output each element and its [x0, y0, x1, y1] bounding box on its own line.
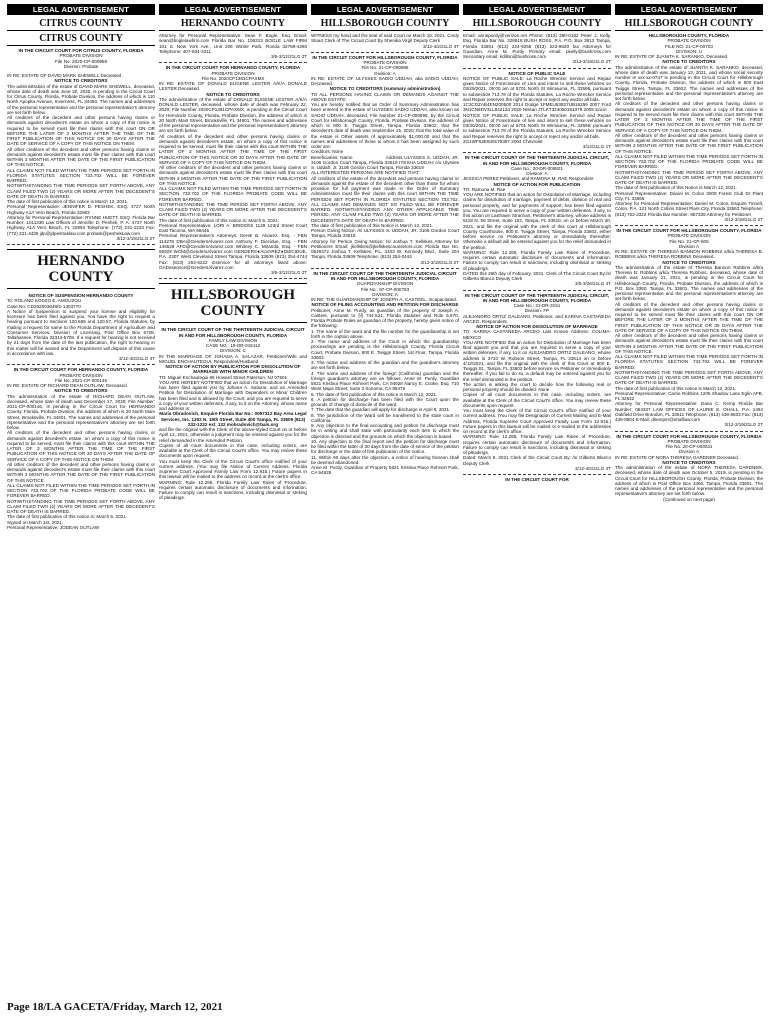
notice-separator	[463, 474, 611, 475]
county-heading: HILLSBOROUGH COUNTY	[463, 18, 611, 31]
notice-text: 3/12-3/19/21LG 2T	[116, 235, 155, 241]
notice-separator	[615, 225, 763, 226]
notice-text: 11. Within 90 days after the objection, a notice of hearing thereon shall be deemed abandoned.	[311, 454, 461, 465]
notice-text: DATED this 26th day of February, 2021. Clerk of The Circuit Court By:/s/ Gilberto Blanco Deputy Clerk	[463, 270, 613, 281]
notice-text: Maria Obradovich, Esquire Florida Bar No.: 0097312 Bay Area Legal Services, Inc. 1302 N. 19th Street, Suite 400 Tampa, FL 33605 (813) 232-1222 ext. 132 mobradovich@bals.org	[159, 411, 308, 427]
notice-text: IN RE: THE GUARDIANSHIP OF JOSEPH A. CASTEEL, Incapacitated.	[311, 297, 458, 302]
notice-text: IN RE: ESTATE OF RICHARD DEAN OUTLAW, Deceased.	[7, 383, 128, 388]
notice-text: Division: A	[526, 171, 548, 176]
notice-heading: NOTICE OF ACTION BY PUBLICATION FOR DISSOLUTION OF MARRIAGE WITH MINOR CHILDREN	[165, 364, 302, 375]
notice-text: IN RE: ESTATE OF ULYSSES SADIO UDDAH, aka SADIO UDDAH, Deceased.	[311, 75, 461, 86]
notice-text: All creditors of the decedent and other persons having claims or demands against decedent's estate on whom a copy of this notice is required to be served must file their claims with this court ON OR BEFORE THE LATER OF 3 MONTHS AFTER THE TIME OF THE FIRST PUBLICATION OF THIS NOTICE OR 30 DAYS AFTER THE DATE OF SERVICE OF A COPY OF THIS NOTICE ON THEM.	[7, 115, 157, 147]
notice-text: CASE NO.: 19-DR-016112	[205, 343, 261, 348]
notice-heading: NOTICE OF SUSPENSION HERNANDO COUNTY	[28, 293, 134, 298]
notice-text: IN RE: ESTATE OF NORA THERESA GARDNER Deceased.	[615, 454, 740, 460]
notice-separator	[463, 152, 611, 153]
notice-text: PROBATE DIVISION	[667, 438, 711, 444]
notice-text: Personal Representative: LORI A. BRIDGES 1129 123rd Street Court East Tacoma, WA 98445	[159, 222, 309, 233]
notice-text: The administration of the estate of Theresa Bannon Robbins a/k/a Theresa B. Robbins a/k/a Theresa Robbins, deceased, whose date of death was January 21, 2021, is pending in the Circuit Court for Hillsborough County, Florida, Probate Division, the address of which is P.O. Box 3360, Tampa, FL 33601. The names and addresses of the personal representative and the personal representative's attorney are set forth below.	[615, 264, 765, 302]
notice-text: The administration of the estate of RICHARD DEAN OUTLAW, deceased, whose date of death was December 17, 2020; File Number: 2021-CP-000146, is pending in the Circuit Court for HERNANDO County, Florida, Probate Division, the address of which is 20 North Main Street, Brooksville, FL 34601. The names and addresses of the personal representative and the personal representative's attorney are set forth below.	[7, 393, 157, 430]
notice-text: and file the original with the Clerk of the above-styled Court on or before April 12, 2021, otherwise a judgment may be entered against you for the relief demanded in the Amended Petition.	[159, 427, 309, 443]
notice-separator	[7, 244, 155, 245]
notice-text: 3/12-3/19/21LG 2T	[420, 259, 459, 265]
notice-text: Personal Representative: JODEAN OUTLAW	[7, 524, 100, 530]
notice-text: 3/5-3/12/21LG 2T	[270, 54, 307, 59]
notice-text: All creditors of the decedent and other persons having claims or demands against decedent's estate on whom a copy of this notice is required to be served must file their claims with this court WITHIN THE LATER OF 3 MONTHS AFTER THE TIME OF THE FIRST PUBLICATION OF THIS NOTICE OR 30 DAYS AFTER THE DATE OF SERVICE OF A COPY OF THIS NOTICE ON THEM.	[615, 101, 765, 133]
notice-text: Beneficiaries: Name Address ULYSSES S. UDDAH, JR. 3106 Gordon Court Tampa, Florida 33619 IYESHA UDDAH c/o Ulysses S. Uddah, Jr. 3106 Gordon Court Tampa, Florida 33619	[311, 154, 461, 170]
notice-text: NOTICE OF PUBLIC SALE: La Roche Wrecker Service and Repair gives Notice of Foreclosure of Lien and intent to sell these vehicles on 03/29/2021, 09:00 am at 5701 North St Wimauma, FL 33598, pursuant to subsection 713.78 of the Florida Statutes. La Roche Wrecker Service and Repair reserves the right to accept or reject any and/or all bids.	[463, 75, 613, 102]
notice-text: The date of first publication of this notice is: March 5, 2021.	[159, 217, 280, 223]
notice-text: Dated: March 9, 2021 Clerk of the Circuit Court By: /s/ Gilberto Blanco Deputy Clerk	[463, 455, 613, 466]
notice-text: PROBATE DIVISION	[667, 233, 711, 239]
notice-text: Division A	[678, 243, 700, 249]
notice-text: NOTWITHSTANDING THE TIME PERIOD SET FORTH ABOVE, ANY CLAIM FILED TWO (2) YEARS OR MORE AFTER THE DECEDENT'S DATE OF DEATH IS BARRED.	[159, 201, 309, 218]
column-5	[615, 4, 763, 994]
notice-heading: IN THE CIRCUIT COURT OF THE THIRTEENTH JUDICIAL CIRCUIT IN AND FOR HILLSBOROUGH COUNTY, FLORIDA	[161, 327, 306, 338]
notice-text: You must keep the Clerk of the Circuit Court's office notified of your current address. (You may file Notice of Current Address, Florida Supreme Court Approved Family Law Form 12.915.) Future papers in this lawsuit will be mailed to the address on record at the clerk's office.	[159, 458, 309, 480]
notice-text: To: ROLAND KODZO E. AMOUZOU	[7, 298, 82, 304]
notice-text: Personal Representative: Carrie Robbins 1205 Shadow Lane Eglin AFB, FL 32542	[615, 390, 765, 401]
page-footer: Page 18/LA GACETA/Friday, March 12, 2021	[7, 1001, 223, 1013]
notice-text: TO: Miguel Enchautegui 65 Howard Street Paterson, NJ 07501	[159, 374, 288, 380]
notice-text: 3/12-4/2/21LG 4T	[574, 465, 611, 471]
notice-heading: IN THE CIRCUIT COURT OF THE THIRTEENTH JUDICIAL CIRCUIT, IN AND FOR HILLSBOROUGH COUNTY, FLORIDA	[464, 292, 611, 303]
county-heading: HILLSBOROUGH COUNTY	[615, 18, 763, 31]
notice-text: All other creditors of the decedent and other persons having claims or demands against decedent's estate must file their claims with this court WITHIN 3 MONTHS AFTER THE DATE OF THE FIRST PUBLICATION OF THIS NOTICE.	[615, 132, 765, 154]
notice-separator	[7, 364, 155, 365]
notice-text: NOTWITHSTANDING THE TIME PERIODS SET FORTH ABOVE, ANY CLAIM FILED TWO (2) YEARS OR MORE AFTER THE DECEDENT'S DATE OF DEATH IS BARRED.	[7, 183, 157, 199]
notice-text: Signed on March 1st, 2021.	[7, 519, 64, 525]
notice-text: The administration of the estate of DAVID MARK SHEWELL, deceased, whose date of death was June 30, 2020, is pending in the Circuit Court for Citrus County, Florida, Probate Division, the address of which is 110 North Apopka Avenue, Inverness, FL 34450. The names and addresses of the personal representative and the personal representative's attorney are set forth below.	[7, 83, 157, 115]
county-heading: CITRUS COUNTY	[7, 33, 155, 46]
notice-text: Petitioner, Anne M. Purdy, as guardian of the property of Joseph A. Casteel, pursuant to §§ 744.524, Florida Statutes and Rule 5.670, Florida Probate Rules as guardian of the property, hereby gives notice of the following:	[311, 307, 461, 329]
notice-heading: NOTICE TO CREDITORS	[206, 91, 260, 97]
notice-text: You are hereby notified that an Order of Summary Administration has been entered in the estate of ULYSSES SADIO UDDAH, also known as SADIO UDDAH, deceased, File Number 21-CP-000695, by the Circuit Court for Hillsborough County, Florida, Probate Division, the address of which is 800 E. Twiggs Street, Tampa, Florida 33602; that the decedent's date of death was September 15, 2020; that the total value of the estate is Other assets of approximately $1,000.00 and that the names and addresses of those to whom it has been assigned by such order are:	[311, 102, 461, 149]
notice-text: PROBATE DIVISION	[363, 60, 407, 65]
notice-text: PROBATE DIVISION	[59, 372, 103, 378]
notice-text: File No. 21-CP-606	[669, 238, 709, 244]
notice-text: Attorney for Personal Representative: Dana C. Kemp Florida Bar Number: 064337 LAW OFFICES OF LAURIE E. OHALL, P.A. 1464 Oakfield Drive Brandon, FL 33511 Telephone: (813) 438-8503 Fax: (813) 438-8504 E-Mail: dkemper@ohalllaw.com	[615, 401, 765, 422]
notice-text: Division: FP	[524, 308, 550, 314]
notice-text: 1C3CDZAB4EN200500 2014 Dodge 1FMEU63827UB16256 2007 Ford 3N1CN8DV3LL842134 2020 Nissan JTLKT324050181379 2005 Scion	[463, 102, 613, 113]
notice-text: YOU ARE NOTIFIED that an action for Dissolution of Marriage, including claims for dissolution of marriage, payment of debts, division of real and personal property, and for payments of support, has been filed against you. You are required to serve a copy of your written defenses, if any, to this action on LaShawn Strachan, Petitioner's attorney, whose address is 5118 N. 56 Street, Suite 102, Tampa, FL 33610, on or before March 30, 2021, and file the original with the clerk of this court at Hillsborough County Courthouse, 800 E. Twiggs Street, Tampa, Florida 33602, either before service on Petitioner's attorney or immediately thereafter; otherwise a default will be entered against you for the relief demanded in the petition.	[463, 192, 613, 250]
column-1	[7, 4, 155, 994]
notice-text: WITNESS my hand and the seal of said Court on March 10, 2021. Cindy Stuart Clerk of The Circuit Court By Shenika Virgil Deputy Clerk	[311, 33, 461, 44]
notice-text: A Notice of Suspension to suspend your license and eligibility for licensure has been filed against you. You have the right to request a hearing pursuant to Sections 120.569 and 120.57, Florida Statutes, by mailing a request for same to the Florida Department of Agriculture and Consumer Services, Division of Licensing, Post Office Box 5708, Tallahassee, Florida 32314-5708. If a request for hearing is not received by 21 days from the date of the last publication, the right to hearing in this matter will be waived and the Department will dispose of this cause in accordance with law.	[7, 308, 157, 356]
notice-separator	[159, 62, 307, 63]
notice-heading: IN THE CIRCUIT COURT FOR HERNANDO COUNTY, FLORIDA	[165, 65, 301, 71]
county-heading: HILLSBOROUGH COUNTY	[311, 18, 459, 31]
notice-text: All creditors of the decedent and other persons having claims or demands against decedent's estate on whom a copy of this notice is required to be served must file their claims with this court ON OR BEFORE THE LATER OF 3 MONTHS AFTER THE TIME OF THE FIRST PUBLICATION OF THIS NOTICE OR 30 DAYS AFTER THE DATE OF SERVICE OF A COPY OF THIS NOTICE ON THEM.	[615, 301, 765, 333]
notice-separator	[311, 52, 459, 53]
notice-heading: NOTICE OF PUBLIC SALE	[508, 70, 566, 76]
notice-heading: NOTICE OF FILING ACCOUNTING AND PETITION FOR DISCHARGE	[311, 302, 459, 308]
notice-text: GUARDIANSHIP DIVISION	[356, 281, 414, 287]
notice-text: YOU ARE NOTIFIED that an action for Dissolution of Marriage has been filed against you and that you are required to serve a copy of your written defenses, if any, to it on ALEJANDRO ORTIZ GALEANO, whose address is 3710 W. Robson Street, Tampa, FL 33614 on or before 4/12/2021, and file the original with the clerk of this Court at 800 E. Twiggs St., Tampa, FL 33602 before service on Petitioner or immediately thereafter. If you fail to do so, a default may be entered against you for the relief demanded in the petition.	[463, 339, 613, 382]
notice-separator	[311, 268, 459, 269]
notice-text: File No. 2020-CP-000958	[54, 58, 108, 64]
notice-text: The date of first publication of this notice is: March 5, 2021.	[7, 514, 128, 520]
notice-text: Division: A	[374, 70, 396, 76]
notice-text: Personal Representative: Daniel M. Colon 3009 Forest Club Dr Plant City, FL 33566	[615, 190, 765, 201]
notice-text: 3. The name and address of the guardian and the guardian's attorney are set forth below.	[311, 360, 461, 371]
notice-text: ALL CLAIMS NOT FILED WITHIN THE TIME PERIODS SET FORTH IN SECTION 733.702 OF THE FLORIDA PROBATE CODE WILL BE FOREVER BARRED.	[159, 186, 309, 202]
notice-heading: NOTICE TO CREDITORS (summary administration)	[329, 86, 441, 92]
notice-heading: NOTICE OF ACTION FOR DISSOLUTION OF MARRIAGE	[476, 324, 598, 329]
notice-heading: NOTICE TO CREDITORS	[54, 388, 108, 394]
column-header: LEGAL ADVERTISEMENT	[159, 4, 307, 15]
notice-text: All other creditors of the decedent and other persons having claims or demands against decedent's estate must file their claims with this court WITHIN 3 MONTHS AFTER THE DATE OF THE FIRST PUBLICATION OF THIS NOTICE.	[7, 461, 157, 483]
notice-text: Case No: CD202003648/D 1403770	[7, 303, 81, 309]
notice-heading: IN THE CIRCUIT COURT FOR HILLSBOROUGH COUNTY, FLORIDA	[312, 54, 458, 60]
notice-heading: IN THE CIRCUIT COURT OF THE THIRTEENTH JUDICIAL CIRCUIT IN AND FOR HILLSBOROUGH COUNTY, FLORIDA	[313, 270, 458, 281]
notice-text: All other creditors of the decedent and other persons having claims or demands against decedent's estate must file their claims with this court WITHIN 3 MONTHS AFTER THE DATE OF THE FIRST PUBLICATION OF THIS NOTICE.	[615, 333, 765, 354]
notice-text: File No. 2020CP1381CPAXMX	[201, 75, 265, 81]
notice-text: The administration of the estate of NORA THERESA GARDNER, deceased, whose date of death was October 5, 2019, is pending in the Circuit Court for HILLSBOROUGH County, Florida, Probate Division, the address of which is Post Office Box 3360, Tampa, Florida 33601. The names and addresses of the personal representative and the personal representative's attorney are set forth below.	[615, 465, 765, 497]
notice-text: 7. The date that the guardian will apply for discharge is April 8, 2021.	[311, 407, 451, 413]
column-2	[159, 4, 310, 994]
notice-text: 3/5-3/26/21LG 4T	[574, 281, 611, 287]
notice-text: All other creditors of the decedent and other persons having claims or demands against decedent's estate must file their claims with this court WITHIN 3 MONTHS AFTER THE DATE OF THE FIRST PUBLICATION OF THIS NOTICE.	[159, 165, 309, 186]
notice-text: Attorney for Personal Representative: Daniel M. Colon, Esquire Tinnell, Colon, P.A. 121 North Collins Street Plant City, Florida 33563 Telephone: (813) 752-3322 Florida Bar Number: 857335 Attorney for Petitioner	[615, 201, 765, 217]
notice-text: 1. The name of the ward and the file number for the guardianship is set forth in the caption above.	[311, 328, 461, 339]
notice-text: DIVISION: C	[219, 348, 247, 354]
notice-text: FILE NO. 21-CP-00703	[665, 43, 713, 49]
notice-text: Attorney for Person Giving Notice: /s/ Joshua T. Kellskes Attorney for Petitioners Email: jkellskes@jkellskescounselors.com Florida Bar No. 0548472 Joshua T. Kellskes, P.L. 3333 W. Kennedy Blvd., Suite 204 Tampa, Florida 33609 Telephone: (813) 254-0444	[311, 238, 461, 260]
notice-text: The action is asking the court to decide how the following real or personal property should be divided: None	[463, 381, 613, 392]
notice-text: All creditors of the decedent and other persons having claims or demands against decedent's estate, on whom a copy of this notice is required to be served, must file their claims with this court WITHIN THE LATER OF 3 MONTHS AFTER THE TIME OF THE FIRST PUBLICATION OF THIS NOTICE OR 30 DAYS AFTER THE DATE OF SERVICE OF A COPY OF THIS NOTICE ON THEM.	[159, 133, 309, 165]
notice-heading: IN THE CIRCUIT COURT OF THE THIRTEENTH JUDICIAL CIRCUIT, IN AND FOR HILLSBOROUGH COUNTY, FLORIDA	[464, 155, 611, 166]
notice-text: IN RE: ESTATE OF THERESA BANNON ROBBINS a/k/a THERESA B. ROBBINS a/k/a THERESA ROBBINS Deceased.	[615, 249, 765, 260]
column-4	[463, 4, 611, 994]
county-banner: HILLSBOROUGH COUNTY	[159, 283, 307, 323]
notice-text: The date of first publication of this Notice is March 12, 2021.	[311, 222, 434, 228]
notice-text: WARNING: Rule 12.285, Florida Family Law Rules of Procedure, requires certain automatic disclosure of documents and information. Failure to comply can result in sanctions, including dismissal or striking of pleadings.	[159, 479, 309, 501]
notice-text: 3/12-4/2/21LG 4T	[422, 43, 459, 49]
notice-text: 2G1WF52E849178367 2004 Chevrolet	[463, 138, 543, 144]
notice-text: JESSICA PEREZ Petitioner, and RAMONA M. RAE Respondent	[463, 176, 594, 182]
notice-text: Attorney for Personal Representative: Sean F. Bogle, Esq. Email: sean@boglelawfirm.com Florida Bar No. 106313 BOGLE LAW FIRM 101 S. New York Ave., Unit 205 Winter Park, Florida 32789-4290 Telephone: 407-834-3311	[159, 33, 309, 54]
column-header: LEGAL ADVERTISEMENT	[311, 4, 459, 15]
notice-text: WARNING: Rule 12.285, Florida Family Law Rules of Procedure, requires certain automatic disclosure of documents and information. Failure to comply can result in sanctions, including dismissal or striking of pleadings.	[463, 249, 613, 271]
notice-text: TO: Ramona M. Rae	[463, 186, 506, 192]
notice-text: IN THE MARRIAGE OF JOHANA A. SALAZAR, Petitioner/Wife and MIGUEL ENCHAUTEGUI, Respondent/Husband.	[159, 353, 309, 364]
notice-text: ALL CLAIMS NOT FILED WITHIN THE TIME PERIODS SET FORTH IN SECTION 733.702 OF THE FLORIDA PROBATE CODE WILL BE FOREVER BARRED.	[615, 153, 765, 170]
notice-text: IN RE: ESTATE OF DONALD EUGENE LESTER A/K/A DONALD LESTER Deceased.	[159, 81, 309, 92]
notice-text: Anne M. Purdy, Guardian of Property 5821 Kristina Place Rohnert Park, CA 94928	[311, 465, 461, 476]
notice-text: (Continued on next page)	[663, 496, 715, 502]
notice-heading: NOTICE TO CREDITORS	[662, 459, 716, 465]
notice-text: ALL CLAIMS NOT FILED WITHIN THE TIME PERIODS SET FORTH IN SECTION 733.702 OF THE FLORIDA PROBATE CODE WILL BE FOREVER BARRED.	[7, 482, 157, 499]
notice-separator	[463, 68, 611, 69]
notice-text: Attorney for Personal Representative: RYNNE HUETT, ESQ. Florida Bar Number: 1011330 Law Offices of Jennifer D. Peshek, P. A. 4727 North Highway A1A Vero Beach, FL 32963 Telephone: (772) 231-1233 Fax: (772) 231-4435 jdp@jdpeshaklaw.com probate@peshekLaw.com	[7, 214, 157, 236]
notice-heading: NOTICE OF ACTION FOR PUBLICATION	[493, 181, 581, 187]
notice-heading: IN THE CIRCUIT COURT FOR HILLSBOROUGH COUNTY, FLORIDA	[616, 228, 762, 233]
notice-text: The administration of the estate of DONALD EUGENE LESTER A/K/A DONALD LESTER, deceased, whose date of death was February 22, 2020; File Number 2020CP1381CPAXMX, is pending in the Circuit Court for Hernando County, Florida, Probate Division, the address of which is 20 North Main Street, Brooksville, FL 34601. The names and addresses of the personal representative and the personal representative's attorney are set forth below.	[159, 96, 309, 134]
column-header: LEGAL ADVERTISEMENT	[615, 4, 763, 15]
notice-heading: NOTICE TO CREDITORS	[662, 259, 716, 265]
notice-text: Email: annepurdy@verizon.net Phone: (813) 390-0162 Peter J. Kelly, Esq. Florida Bar No. 328618 BUSH ROSS, P.A. P.O. Box 3913 Tampa, Florida 33601 (813) 224-9255 (813) 223-9620 fax Attorneys for Guardian, Anne M. Purdy Primary email: pkelly@bushross.com Secondary email: kdillon@bushross.com	[463, 33, 613, 59]
notice-heading: NOTICE TO CREDITORS	[54, 78, 108, 84]
notice-text: NOTWITHSTANDING THE TIME PERIODS SET FORTH ABOVE, ANY CLAIM FILED TWO (2) YEARS OR MORE AFTER THE DECEDENT'S DATE OF DEATH IS BARRED.	[615, 369, 765, 386]
notice-heading: IN THE CIRCUIT COURT FOR CITRUS COUNTY, FLORIDA	[18, 48, 144, 53]
page-columns	[7, 4, 763, 994]
notice-text: IN RE: ESTATE OF DAVID MARK SHEWELL Deceased.	[7, 73, 123, 78]
notice-text: 3/12-4/2/21LG 4T	[118, 356, 155, 361]
notice-text: The date of first publication of this notice is March 12, 2021.	[7, 199, 129, 204]
notice-text: DIVISION: U	[675, 48, 703, 54]
notice-text: File No. 21-CP-000695	[361, 65, 409, 71]
notice-heading: IN THE CIRCUIT COURT FOR HERNANDO COUNTY, FLORIDA	[13, 367, 149, 373]
column-3	[311, 4, 459, 994]
county-heading: CITRUS COUNTY	[7, 18, 155, 31]
notice-text: File No. 20-CP-003031	[665, 444, 713, 449]
notice-text: Case No.: 20-DR-005821	[511, 165, 563, 171]
notice-heading: HILLSBOROUGH COUNTY, FLORIDA	[648, 33, 730, 38]
county-heading: HERNANDO COUNTY	[159, 18, 307, 31]
notice-text: NOTWITHSTANDING THE TIME PERIODS SET FORTH ABOVE, ANY CLAIM FILED TWO (2) YEARS OR MORE AFTER THE DECEDENT'S DATE OF DEATH IS BARRED.	[7, 498, 157, 514]
notice-text: PROBATE DIVISION	[211, 70, 255, 76]
notice-text: ALL CLAIMS NOT FILED WITHIN THE TIME PERIODS SET FORTH IN FLORIDA STATUTES SECTION 733.702 WILL BE FOREVER BARRED.	[615, 354, 765, 370]
column-header: LEGAL ADVERTISEMENT	[463, 4, 611, 15]
notice-text: File No.: 97-CP-000783	[360, 286, 410, 292]
notice-text: 4. The name and address of the foreign (California) guardian and the foreign guardian's attorney are as follows: Anne M. Purdy, Guardian 5821 Kristina Place Rohnert Park, CA 94928 Nancy E. Cooke, Esq. 710 West Napa Street, Suite 3 Sonoma, CA 95476	[311, 370, 461, 392]
notice-text: PROBATE DIVISION	[667, 38, 711, 44]
notice-heading: IN THE CIRCUIT COURT FOR	[505, 477, 569, 482]
notice-separator	[463, 290, 611, 291]
notice-text: Copies of all court documents in this case, including orders, are available at the Clerk of the Circuit Court's office. You may review these documents upon request.	[463, 392, 613, 408]
notice-text: 3/12/21LG 1T	[582, 144, 611, 149]
notice-text: 9. Any objection to the final accounting and petition for discharge must be in writing and shall state with particularity each item to which the objection is directed and the grounds on which the objection is based.	[311, 423, 461, 439]
notice-text: Person Giving Notice: /s/ ULYSSES S. UDDAH, JR. 3106 Gordon Court Tampa, Florida 33619	[311, 228, 461, 239]
county-banner: HERNANDO COUNTY	[7, 249, 155, 289]
notice-text: All creditors of the decedent and other persons having claims or demands against decedent's estate, on whom a copy of this notice is required to be served, must file their claims with this court WITHIN THE LATER OF 3 MONTHS AFTER THE TIME OF THE FIRST PUBLICATION OF THIS NOTICE OR 30 DAYS AFTER THE DATE OF SERVICE OF A COPY OF THIS NOTICE ON THEM.	[7, 430, 157, 462]
notice-text: DIVISION: A	[372, 291, 398, 297]
column-header: LEGAL ADVERTISEMENT	[7, 4, 155, 15]
notice-text: 3/12-3/19/21LG 2T	[724, 216, 763, 222]
notice-text: 3/12-3/19/21LG 2T	[572, 59, 611, 65]
notice-text: WARNING: Rule 12.285, Florida Family Law Rules of Procedure, requires certain automatic disclosure of documents and information. Failure to comply can result in sanctions, including dismissal or striking of pleadings.	[463, 434, 613, 455]
notice-text: IN RE: ESTATE OF JUANITA K. SARANKO, Deceased.	[615, 54, 729, 59]
notice-text: 3/12-3/19/21LG 2T	[724, 422, 763, 428]
notice-text: You must keep the Clerk of the Circuit Court's office notified of your current address. (You may file Designation of Current Mailing and E-Mail Address, Florida Supreme Court Approved Family Law Form 12.915.) Future papers in this lawsuit will be mailed or e-mailed to the addresses on record at the clerk's office.	[463, 408, 613, 434]
notice-heading: IN THE CIRCUIT COURT FOR HILLSBOROUGH COUNTY, FLORIDA	[616, 433, 762, 439]
notice-text: The date of first publication of this notice is March 12, 2021.	[615, 385, 737, 391]
notice-text: YOU ARE HEREBY NOTIFIED that an action for Dissolution of Marriage has been filed against you by Johana A. Salazar, and an Amended Petition for Dissolution of Marriage with Dependent or Minor Children has been filed and is allowed by the Court, and you are required to serve a copy of your written defenses, if any, to it on the Attorney, whose name and address is:	[159, 379, 309, 411]
notice-text: 5. The date of first publication of this notice is March 12, 2021.	[311, 391, 438, 397]
notice-text: PROBATE DIVISION	[59, 53, 103, 59]
notice-text: TO ALL PERSONS HAVING CLAIMS OR DEMANDS AGAINST THE ABOVE ESTATE:	[311, 91, 461, 102]
notice-text: The date of first publication of this Notice is March 12, 2021.	[615, 185, 738, 191]
notice-text: NOTWITHSTANDING THE TIME PERIOD SET FORTH ABOVE, ANY CLAIM FILED TWO (2) YEARS OR MORE AFTER THE DECEDENT'S DATE OF DEATH IS BARRED.	[615, 169, 765, 185]
notice-text: TO: KARINA CASTAÑEDA ARCEO Last Known Address: COLIMA-MEXICO	[463, 329, 611, 340]
notice-text: 6. A petition for discharge has been filed with the Court upon the grounds of change of domicile of the ward.	[311, 396, 461, 407]
notice-text: 2. The name and address of the Court in which the guardianship proceedings are pending is the Hillsborough County, Florida Circuit Court, Probate Division, 800 E. Twiggs Street, 1st Floor, Tampa, Florida 33602.	[311, 339, 461, 360]
notice-text: Personal Representative's Attorneys: Derek B. Alvarez, Esq. - FBN 114278 DBA@GendersAlvarez.com Anthony F. Diecidue, Esq. - FBN 146528 AFD@GendersAlvarez.com Whitney C. Miranda, Esq. - FBN 65928 WCM@GendersAlvarez.com GENDERS♦ALVAREZ♦DIECIDUE, P.A. 2307 West Cleveland Street Tampa, Florida 33609 (813) 254-4744 Fax: (813) 254-5222 Eservice for all attorneys listed above: GADeservice@GendersAlvarez.com	[159, 233, 310, 270]
notice-text: Copies of all court documents in this case, including orders, are available at the Clerk of the Circuit Court's office. You may review these documents upon request.	[159, 442, 309, 459]
notice-text: 10. Any objection to the final report and the petition for discharge must be filed within the latter of 30 days from the date of service of the petition for discharge or the date of first publication of the notice.	[311, 438, 461, 455]
notice-text: 8. The jurisdiction of the Ward will be transferred to the state court in California.	[311, 412, 461, 423]
notice-text: Division: Probate	[63, 63, 99, 69]
notice-text: 3/5-3/12/21LG 2T	[270, 270, 307, 275]
notice-text: Creditors: None	[311, 149, 344, 155]
notice-separator	[615, 431, 763, 432]
notice-heading: NOTICE TO CREDITORS	[662, 59, 716, 65]
notice-separator	[159, 278, 307, 279]
notice-text: All creditors of the estate of the decedent and persons having claims or demands against the estate of the decedent other than those for whom provision for full payment was made in the Order of Summary Administration must file their claims with this court WITHIN THE TIME PERIODS SET FORTH IN FLORIDA STATUTES SECTION 733.702. ALL CLAIMS AND DEMANDS NOT SO FILED WILL BE FOREVER BARRED. NOTWITHSTANDING ANY OTHER APPLICABLE TIME PERIOD, ANY CLAIM FILED TWO (2) YEARS OR MORE AFTER THE DECEDENT'S DATE OF DEATH IS BARRED.	[311, 175, 461, 223]
notice-text: File No. 2021-CP-000146	[54, 377, 108, 383]
notice-text: All other creditors of the decedent and other persons having claims or demands against decedent's estate must file their claims with this court WITHIN 3 MONTHS AFTER THE DATE OF THE FIRST PUBLICATION OF THIS NOTICE.	[7, 146, 157, 168]
notice-text: Case No.: 21-DR-3151	[513, 303, 561, 308]
notice-text: NOTICE OF PUBLIC SALE: La Roche Wrecker Service and Repair gives Notice of Foreclosure of lien and intent to sell these vehicles on 03/30/2021, 09:00 am at 5701 North St Wimauma, FL 33598, pursuant to subsection 713.78 of the Florida Statutes. La Roche Wrecker Service and Repair reserves the right to accept or reject any and/or all bids.	[463, 112, 613, 139]
notice-text: Division A	[678, 449, 700, 455]
notice-text: Personal Representative: JENNIFER D. PESHEK, ESQ. 4727 North Highway A1A Vero Beach, Florida 32963	[7, 204, 157, 215]
notice-text: FAMILY LAW DIVISION	[208, 337, 258, 343]
notice-text: ALEJANDRO ORTIZ GALEANO, Petitioner, and KARINA CASTAÑEDA ARCEO, Respondent.	[463, 313, 613, 324]
notice-text: ALL CLAIMS NOT FILED WITHIN THE TIME PERIODS SET FORTH IN FLORIDA STATUTES SECTION 733.702 WILL BE FOREVER BARRED.	[7, 167, 157, 183]
notice-text: The administration of the estate of JUANITA K. SARANKO, deceased, whose date of death was January 13, 2021, and whose social security number is xxx-xx-0747 is pending in the Circuit Court for Hillsborough County, Florida, Probate Division, the address of which is 800 East Twiggs Street, Tampa, FL 33602. The names and addresses of the personal representative and the personal representative's attorney are set forth below.	[615, 64, 765, 101]
notice-text: ALL INTERESTED PERSONS ARE NOTIFIED THAT:	[311, 170, 420, 176]
